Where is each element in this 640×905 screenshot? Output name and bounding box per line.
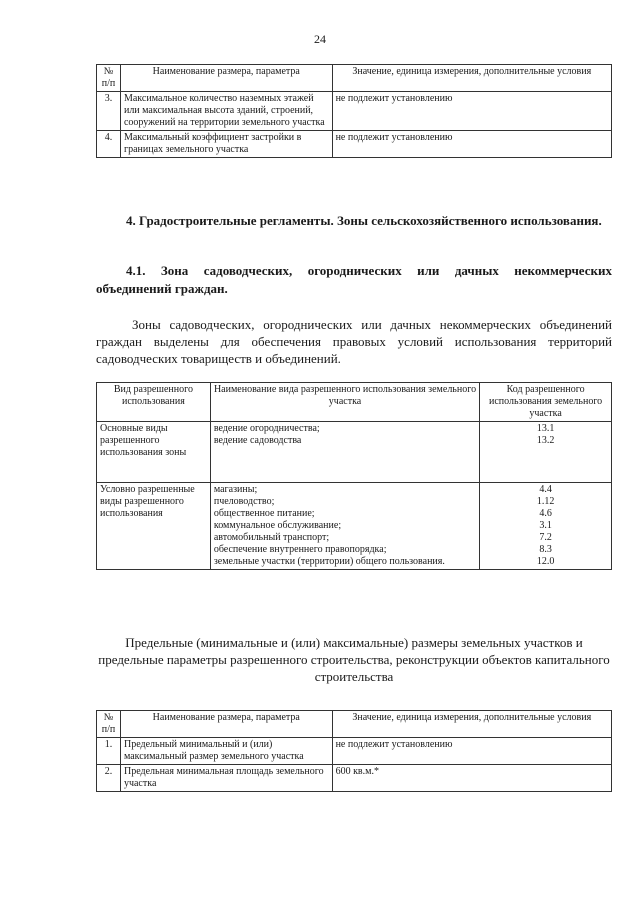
use-name-item: ведение садоводства [213,435,302,446]
use-code-item: 7.2 [539,532,552,543]
use-code-item: 13.2 [536,435,555,446]
use-name-item: ведение огородничества; [213,423,320,434]
column-header-number: № п/п [97,711,121,738]
row-parameter-name: Максимальное количество наземных этажей или максимальная высота зданий, строений, сооружений на территории земельного участка [120,92,332,131]
column-header-use-kind: Вид разрешенного использования [97,383,211,422]
use-name-item: автомобильный транспорт; [213,532,330,543]
table-header-row [97,711,612,738]
column-header-parameter: Наименование размера, параметра [120,65,332,92]
limits-paragraph: Предельные (минимальные и (или) максимальные) размеры земельных участков и предельные параметры разрешенного строительства, реконструкции объектов капитального строительства [98,635,610,684]
use-codes-cell [480,483,612,570]
table-row [97,483,612,570]
row-value: не подлежит установлению [332,92,611,131]
table-header-row [97,383,612,422]
use-names-cell [210,483,479,570]
section-4-heading: 4. Градостроительные регламенты. Зоны сельскохозяйственного использования. [126,213,602,228]
row-value: 600 кв.м.* [332,765,611,792]
section-4-1-heading: 4.1. Зона садоводческих, огороднических или дачных некоммерческих объединений граждан. [96,263,612,296]
table-row [97,765,612,792]
row-number: 4. [97,131,121,158]
use-name-item: коммунальное обслуживание; [213,520,342,531]
column-header-use-code: Код разрешенного использования земельного участка [480,383,612,422]
use-code-item: 8.3 [539,544,552,555]
table-row [97,92,612,131]
table-header-row [97,65,612,92]
row-value: не подлежит установлению [332,131,611,158]
use-code-item: 13.1 [536,423,555,434]
permitted-use-table [96,382,612,570]
use-code-item: 4.6 [539,508,552,519]
row-parameter-name: Предельная минимальная площадь земельного участка [120,765,332,792]
column-header-number: № п/п [97,65,121,92]
use-code-item: 1.12 [536,496,555,507]
use-name-item: магазины; [213,484,258,495]
use-codes-cell [480,422,612,483]
use-name-item: общественное питание; [213,508,315,519]
column-header-parameter: Наименование размера, параметра [120,711,332,738]
row-value: не подлежит установлению [332,738,611,765]
page-number: 24 [314,32,326,46]
parameters-table-top [96,64,612,158]
table-row [97,422,612,483]
row-number: 2. [97,765,121,792]
use-code-item: 12.0 [536,556,555,567]
row-parameter-name: Максимальный коэффициент застройки в границах земельного участка [120,131,332,158]
use-kind-cell: Основные виды разрешенного использования зоны [97,422,211,483]
parameters-table-bottom [96,710,612,792]
row-parameter-name: Предельный минимальный и (или) максимальный размер земельного участка [120,738,332,765]
row-number: 1. [97,738,121,765]
use-kind-cell: Условно разрешенные виды разрешенного использования [97,483,211,570]
column-header-use-name: Наименование вида разрешенного использования земельного участка [210,383,479,422]
table-row [97,738,612,765]
use-code-item: 4.4 [539,484,552,495]
row-number: 3. [97,92,121,131]
use-name-item: пчеловодство; [213,496,275,507]
use-name-item: обеспечение внутреннего правопорядка; [213,544,387,555]
use-names-cell [210,422,479,483]
section-4-1-paragraph: Зоны садоводческих, огороднических или дачных некоммерческих объединений граждан выделены для обеспечения правовых условий использования территорий садоводческих товариществ и объединений. [96,317,612,366]
use-name-item: земельные участки (территории) общего пользования. [213,556,445,567]
table-row [97,131,612,158]
column-header-value: Значение, единица измерения, дополнительные условия [332,65,611,92]
column-header-value: Значение, единица измерения, дополнительные условия [332,711,611,738]
use-code-item: 3.1 [539,520,552,531]
